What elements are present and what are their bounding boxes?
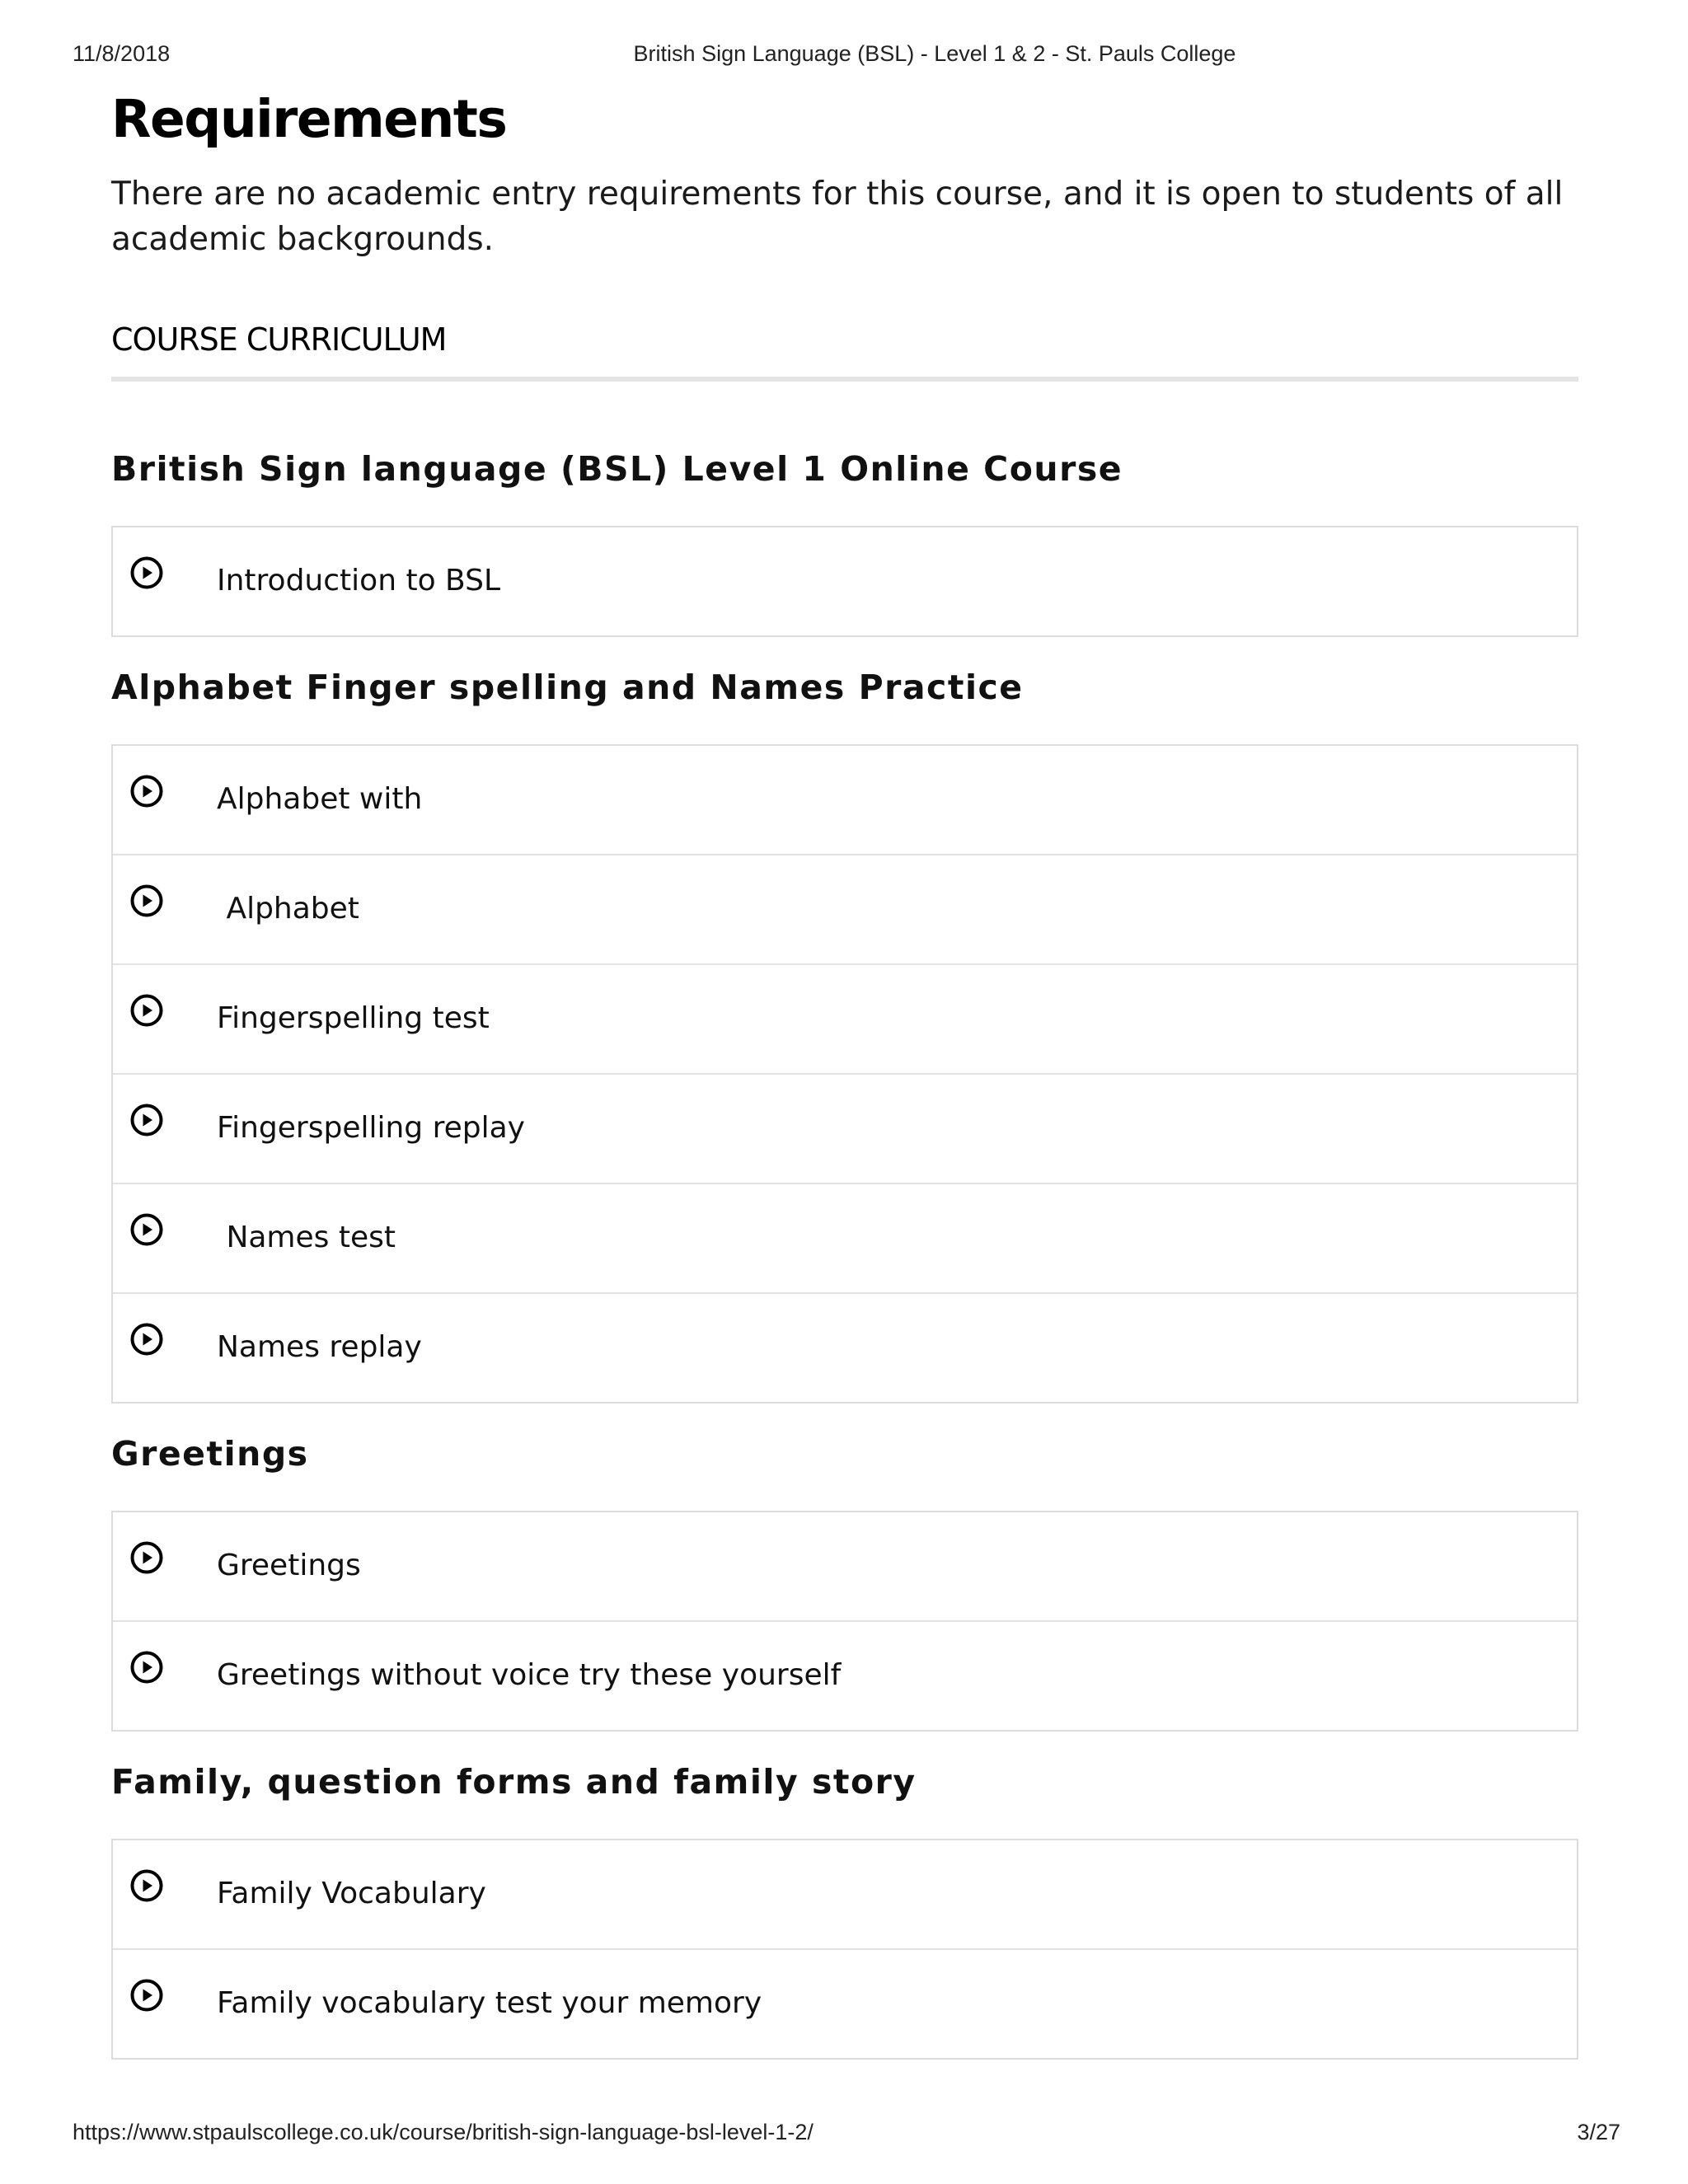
play-circle-icon [129, 555, 164, 590]
lesson-title: Names replay [217, 1330, 422, 1364]
lesson-title: Alphabet with [217, 782, 423, 816]
lesson-item[interactable] [113, 1073, 1577, 1183]
lesson-item[interactable] [113, 1948, 1577, 2058]
curriculum-section [111, 663, 1578, 1404]
print-footer [0, 2120, 1688, 2146]
play-circle-icon [129, 1212, 164, 1247]
lesson-title: Fingerspelling test [217, 1001, 490, 1035]
print-url: https://www.stpaulscollege.co.uk/course/british-sign-language-bsl-level-1-2/ [73, 2120, 814, 2144]
lesson-item[interactable] [113, 1840, 1577, 1948]
lesson-item[interactable] [113, 963, 1577, 1073]
requirements-heading: Requirements [111, 89, 507, 149]
lesson-title: Names test [217, 1221, 396, 1254]
section-title: Alphabet Finger spelling and Names Practice [111, 668, 1024, 707]
lesson-title: Family vocabulary test your memory [217, 1986, 762, 2020]
curriculum-sections [111, 445, 1578, 2086]
lesson-item[interactable] [113, 1183, 1577, 1292]
play-circle-icon [129, 1868, 164, 1903]
requirements-text: There are no academic entry requirements for this course, and it is open to students of all academic backgrounds. [111, 176, 1564, 258]
print-header [0, 41, 1688, 68]
print-date: 11/8/2018 [73, 41, 171, 66]
main-content [111, 82, 1578, 358]
print-page-title: British Sign Language (BSL) - Level 1 & 2 - St. Pauls College [633, 41, 1236, 66]
section-title: Greetings [111, 1434, 309, 1474]
lesson-item[interactable] [113, 854, 1577, 963]
lesson-item[interactable] [113, 527, 1577, 635]
play-circle-icon [129, 1650, 164, 1685]
section-title: Family, question forms and family story [111, 1762, 917, 1802]
lesson-list [111, 1511, 1578, 1732]
lesson-title: Introduction to BSL [217, 564, 501, 598]
lesson-title: Family Vocabulary [217, 1877, 486, 1910]
lesson-list [111, 526, 1578, 637]
section-title: British Sign language (BSL) Level 1 Online Course [111, 449, 1123, 489]
play-circle-icon [129, 774, 164, 808]
lesson-item[interactable] [113, 1292, 1577, 1402]
curriculum-section [111, 1758, 1578, 2060]
lesson-item[interactable] [113, 1620, 1577, 1730]
play-circle-icon [129, 1540, 164, 1575]
curriculum-section [111, 445, 1578, 637]
play-circle-icon [129, 883, 164, 918]
lesson-title: Fingerspelling replay [217, 1111, 525, 1145]
play-circle-icon [129, 1322, 164, 1357]
play-circle-icon [129, 1978, 164, 2013]
play-circle-icon [129, 993, 164, 1028]
curriculum-section [111, 1430, 1578, 1732]
curriculum-heading: COURSE CURRICULUM [111, 321, 447, 358]
play-circle-icon [129, 1103, 164, 1137]
lesson-item[interactable] [113, 746, 1577, 854]
lesson-list [111, 744, 1578, 1404]
lesson-title: Alphabet [217, 892, 359, 926]
lesson-list [111, 1839, 1578, 2060]
lesson-item[interactable] [113, 1512, 1577, 1620]
print-page-number: 3/27 [1577, 2120, 1620, 2144]
lesson-title: Greetings [217, 1549, 361, 1582]
curriculum-divider [111, 377, 1578, 382]
lesson-title: Greetings without voice try these yourself [217, 1658, 842, 1692]
